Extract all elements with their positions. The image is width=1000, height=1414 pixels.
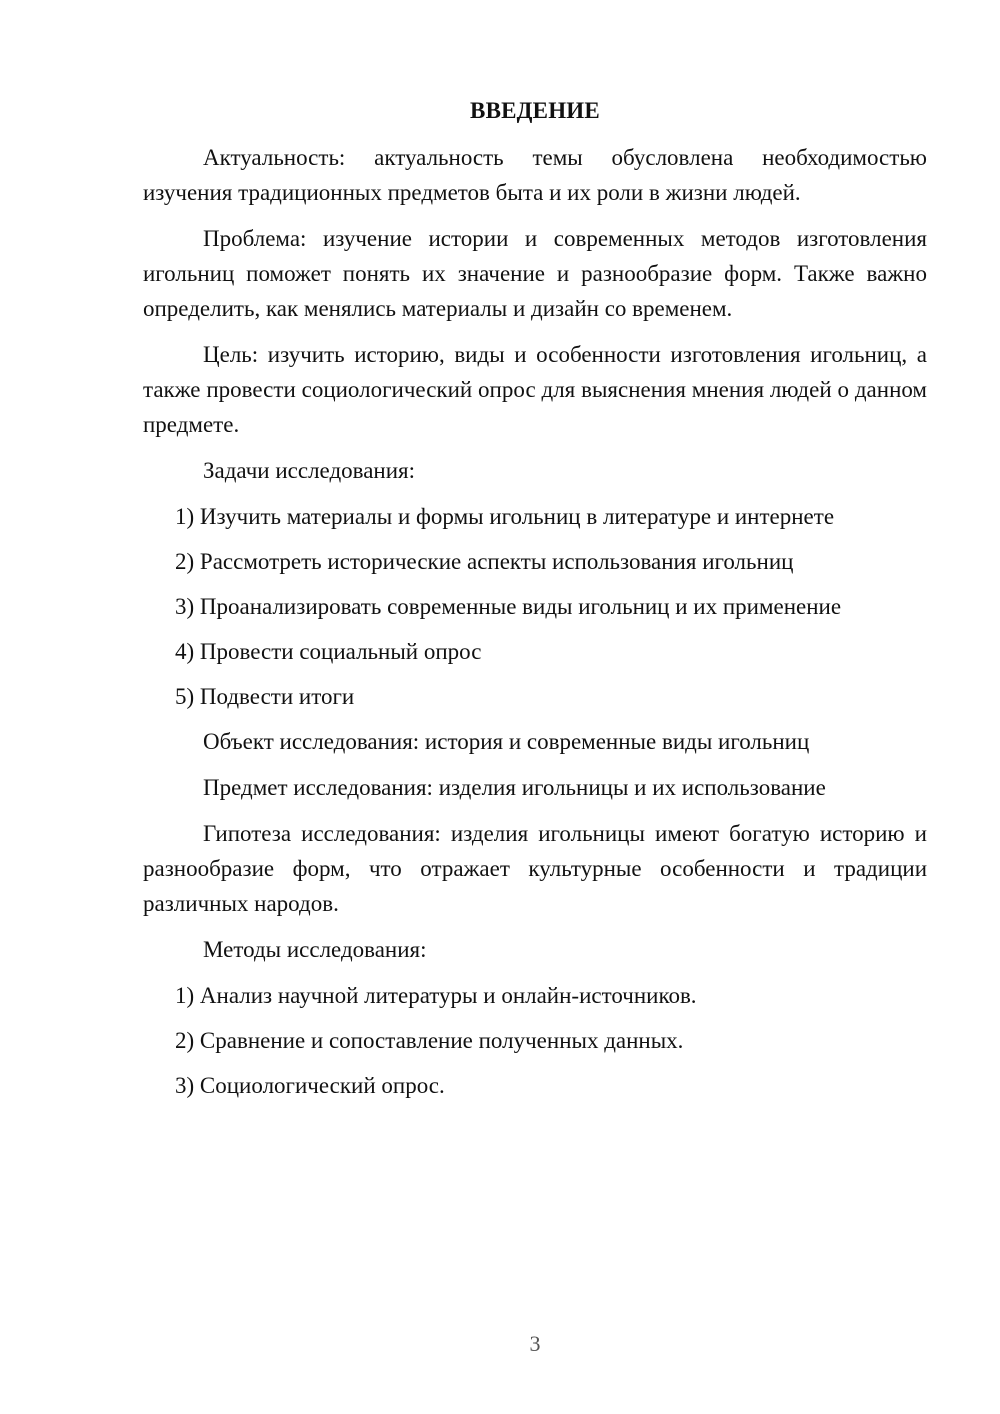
task-item-3: 3) Проанализировать современные виды игольниц и их применение [175,594,842,619]
task-item-1: 1) Изучить материалы и формы игольниц в литературе и интернете [175,504,835,529]
task-item-4: 4) Провести социальный опрос [175,639,482,664]
task-item-5: 5) Подвести итоги [175,684,355,709]
task-item-2: 2) Рассмотреть исторические аспекты использования игольниц [175,549,794,574]
method-item-3: 3) Социологический опрос. [175,1073,445,1098]
object-line: Объект исследования: история и современные виды игольниц [203,729,810,754]
hypothesis-paragraph: Гипотеза исследования: изделия игольницы имеют богатую историю и разнообразие форм, что отражает культурные особенности и традиции различных народов. [143,821,927,916]
method-item-2: 2) Сравнение и сопоставление полученных данных. [175,1028,684,1053]
tasks-heading: Задачи исследования: [203,458,416,483]
method-item-1: 1) Анализ научной литературы и онлайн-источников. [175,983,697,1008]
page-content [143,96,927,1113]
section-title: ВВЕДЕНИЕ [470,98,600,123]
subject-line: Предмет исследования: изделия игольницы и их использование [203,775,826,800]
methods-heading: Методы исследования: [203,937,427,962]
page-number: 3 [529,1331,541,1356]
relevance-paragraph: Актуальность: актуальность темы обусловлена необходимостью изучения традиционных предметов быта и их роли в жизни людей. [143,145,927,205]
goal-paragraph: Цель: изучить историю, виды и особенности изготовления игольниц, а также провести социологический опрос для выяснения мнения людей о данном предмете. [143,342,927,437]
problem-paragraph: Проблема: изучение истории и современных методов изготовления игольниц поможет понять их значение и разнообразие форм. Также важно определить, как менялись материалы и дизайн со временем. [143,226,927,321]
